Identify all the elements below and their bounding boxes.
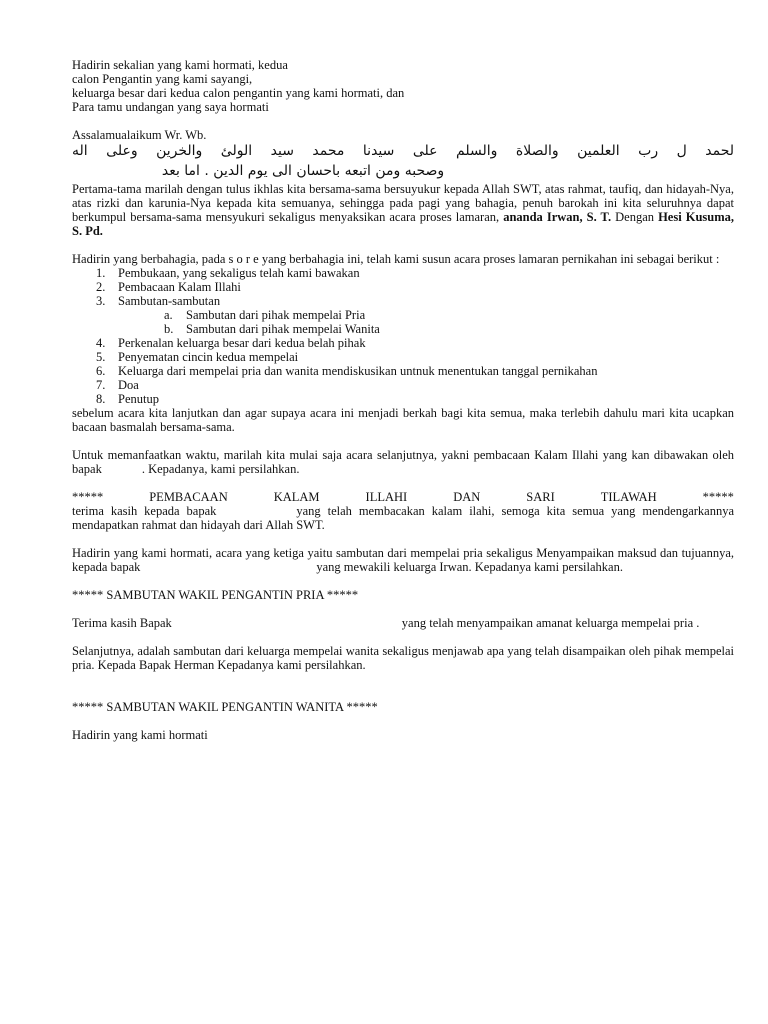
greeting-line: Hadirin sekalian yang kami hormati, kedua [72, 58, 288, 72]
opening-mid: Dengan [611, 210, 659, 224]
list-item: 1. Pembukaan, yang sekaligus telah kami bawakan [96, 266, 360, 280]
heading-sambutan-wanita: ***** SAMBUTAN WAKIL PENGANTIN WANITA ***** [72, 700, 378, 714]
agenda-sublist [118, 308, 734, 336]
agenda-intro: Hadirin yang berbahagia, pada s o r e yang berbahagia ini, telah kami susun acara proses lamaran pernikahan ini sebagai berikut : [72, 252, 720, 266]
basmalah-paragraph: sebelum acara kita lanjutkan dan agar supaya acara ini menjadi berkah bagi kita semua, maka terlebih dahulu mari kita ucapkan bacaan basmalah bersama-sama. [72, 406, 734, 434]
list-item: 3. Sambutan-sambutan a. Sambutan dari pihak mempelai Pria b. Sambutan dari pihak mempelai Wanita [72, 294, 734, 336]
heading-sambutan-pria: ***** SAMBUTAN WAKIL PENGANTIN PRIA ***** [72, 588, 359, 602]
list-item: 5. Penyematan cincin kedua mempelai [96, 350, 299, 364]
agenda-list [72, 266, 734, 406]
list-item: b. Sambutan dari pihak mempelai Wanita [164, 322, 380, 336]
kalam-intro-paragraph: Untuk memanfaatkan waktu, marilah kita mulai saja acara selanjutnya, yakni pembacaan Kalam Illahi yang kan dibawakan oleh bapak . Kepadanya, kami persilahkan. [72, 448, 734, 476]
closing-line: Hadirin yang kami hormati [72, 728, 208, 742]
arabic-prayer-line-1: لحمد ل رب العلمين والصلاة والسلم على سيدنا محمد سيد الولئ والخرين وعلى اله [72, 143, 734, 159]
pembacaan-heading: ***** PEMBACAAN KALAM ILLAHI DAN SARI TILAWAH ***** [72, 490, 734, 504]
sambutan-pria-intro: Hadirin yang kami hormati, acara yang ketiga yaitu sambutan dari mempelai pria sekaligus Menyampaikan maksud dan tujuannya, kepada bapak yang mewakili keluarga Irwan. Kepadanya kami persilahkan. [72, 546, 734, 574]
groom-name: ananda Irwan, S. T. [503, 210, 612, 224]
opening-paragraph [72, 182, 734, 238]
greeting-line: calon Pengantin yang kami sayangi, [72, 72, 253, 86]
list-item: 2. Pembacaan Kalam Illahi [96, 280, 241, 294]
list-item: 8. Penutup [96, 392, 159, 406]
salam: Assalamualaikum Wr. Wb. [72, 128, 207, 142]
list-item: 4. Perkenalan keluarga besar dari kedua belah pihak [96, 336, 366, 350]
terima-kasih-paragraph: Terima kasih Bapak yang telah menyampaikan amanat keluarga mempelai pria . [72, 616, 700, 630]
opening-text: Pertama-tama marilah dengan tulus ikhlas kita bersama-sama bersuyukur kepada Allah SWT, atas rahmat, taufiq, dan hidayah-Nya, atas rizki dan karunia-Nya kepada kita semuanya, sehingga pada pagi yang bahagia, penuh barokah ini kita seluruhnya dapat berkumpul bersama-sama mensyukuri sekaligus menyaksikan acara proses lamaran, [72, 182, 734, 224]
list-item: a. Sambutan dari pihak mempelai Pria [164, 308, 366, 322]
list-item: 7. Doa [96, 378, 139, 392]
greeting-line: Para tamu undangan yang saya hormati [72, 100, 269, 114]
list-item: 6. Keluarga dari mempelai pria dan wanita mendiskusikan untnuk menentukan tanggal pernikahan [96, 364, 598, 378]
bride-name: Hesi Kusuma, S. Pd. [72, 210, 734, 238]
arabic-prayer-line-2: وصحبه ومن اتبعه باحسان الى يوم الدين . اما بعد [161, 163, 445, 179]
greeting-line: keluarga besar dari kedua calon pengantin yang kami hormati, dan [72, 86, 405, 100]
document-body [72, 58, 734, 742]
greeting-block [72, 58, 734, 114]
selanjutnya-paragraph: Selanjutnya, adalah sambutan dari keluarga mempelai wanita sekaligus menjawab apa yang telah disampaikan oleh pihak mempelai pria. Kepada Bapak Herman Kepadanya kami persilahkan. [72, 644, 734, 672]
thanks-paragraph: terima kasih kepada bapak yang telah membacakan kalam ilahi, semoga kita semua yang mendengarkannya mendapatkan rahmat dan hidayah dari Allah SWT. [72, 504, 734, 532]
